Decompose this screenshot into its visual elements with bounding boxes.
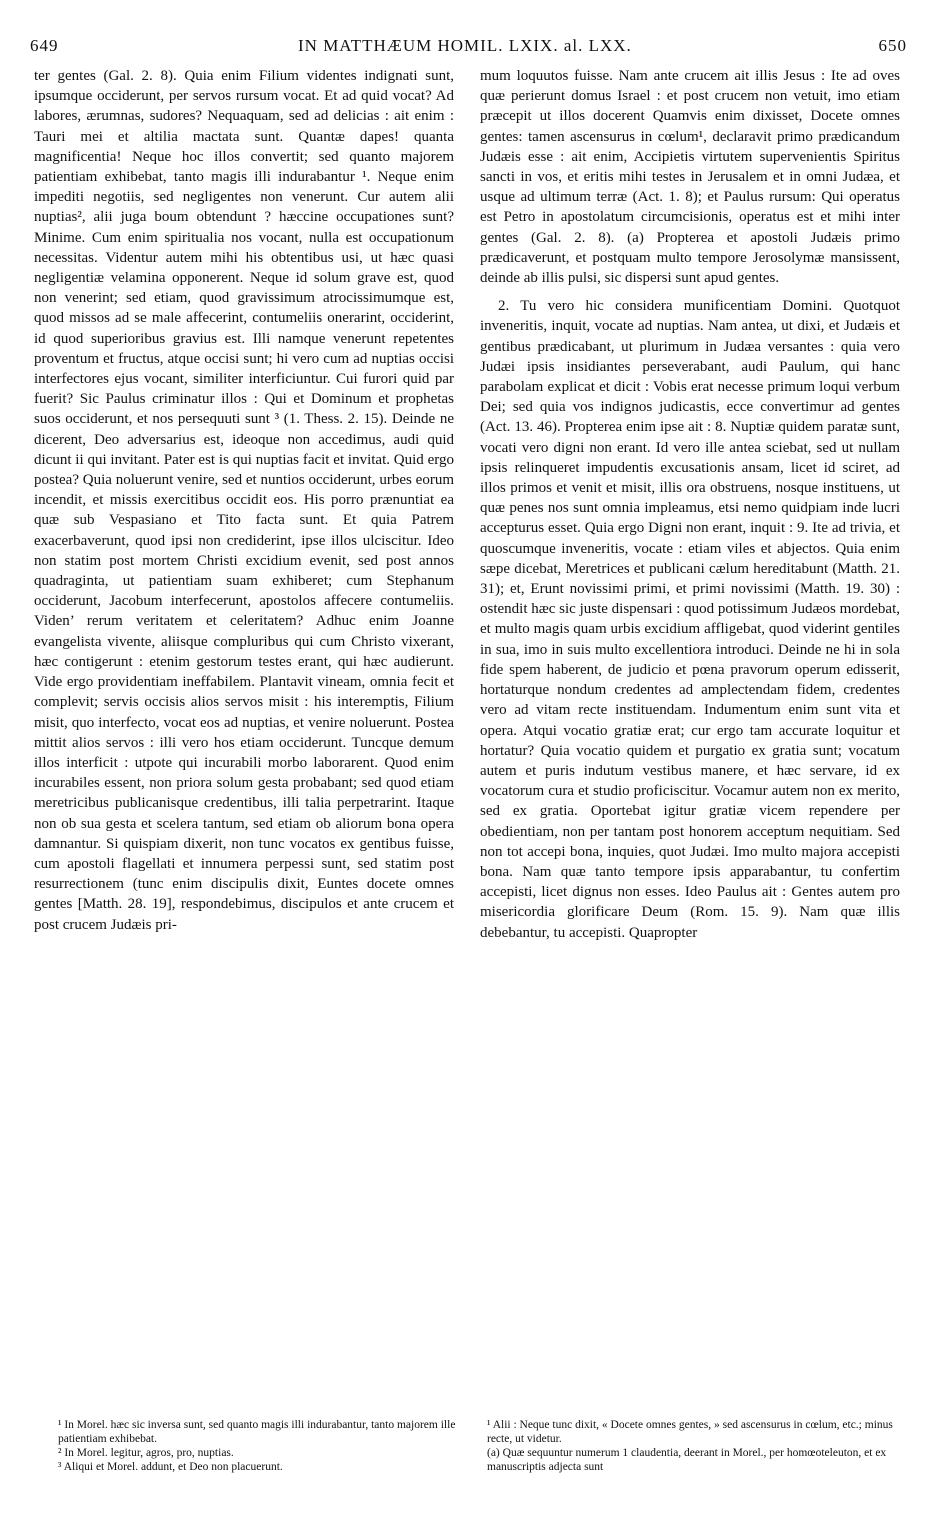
- left-column-paragraph: ter gentes (Gal. 2. 8). Quia enim Filium videntes indignati sunt, ipsumque occiderunt, per servos rursum vocat. Et ad quid vocat? Ad labores, ærumnas, sudores? Nequaquam, sed ad delicias : ait enim : Tauri mei et altilia mactata sunt. Quantæ dapes! quanta magnificentia! Neque hoc illos convertit; sed quanto majorem patientiam exhibebat, tanto magis illi indurabantur ¹. Neque enim impediti negotiis, sed negligentes non venerunt. Cur autem alii nuptias², alii juga boum obtendunt ? hæccine occupationes sunt? Minime. Cum enim spiritualia nos vocant, nulla est occupationum necessitas. Videntur autem mihi his obtentibus usi, ut hæc quasi negligentiæ velamina opponerent. Neque id solum grave est, quod non venerint; sed etiam, quod gravissimum atrocissimumque est, quod missos ad se male affecerint, contumeliis onerarint, occiderint, id quod superioribus gravius est. Illi namque venerunt repetentes proventum et fructus, atque occisi sunt; hi vero cum ad nuptias occisi interfectores ejus vocant, similiter interficiuntur. Cui furori quid par fuerit? Sic Paulus criminatur illos : Qui et Dominum et prophetas suos occiderunt, et nos persequuti sunt ³ (1. Thess. 2. 15). Deinde ne dicerent, Deo adversarius est, ideoque non accedimus, audi quid dicunt ii qui invitant. Pater est is qui nuptias facit et invitat. Quid ergo postea? Quia noluerunt venire, sed et nuntios occiderunt, urbes eorum incendit, et missis exercitibus occidit eos. His porro prænuntiat ea quæ sub Vespasiano et Tito facta sunt. Et quia Patrem exacerbaverunt, quod ipsi non crediderint, ipse illos ulciscitur. Ideo non statim post mortem Christi excidium evenit, sed post annos quadraginta, ut patientiam suam exhiberet; cum Stephanum occiderunt, Jacobum interfecerunt, apostolos affecere contumeliis. Viden’ rerum veritatem et celeritatem? Adhuc enim Joanne evangelista vivente, aliisque compluribus qui cum Christo vixerant, hæc contigerunt : etenim gestorum testes erant, qui hæc audierunt. Vide ergo providentiam ineffabilem. Plantavit vineam, omnia fecit et complevit; servis occisis alios servos misit : his interemptis, Filium misit, quo interfecto, vocat eos ad nuptias, et venire noluerunt. Postea mittit alios servos : illi vero hos etiam occiderunt. Tuncque demum illos interficit : utpote qui incurabili morbo laborarent. Quod enim incurabiles essent, non priora solum gesta probabant; sed quod etiam meretricibus publicanisque credentibus, illi talia perpetrarint. Itaque non ob sua gesta et scelera tantum, sed etiam ob aliorum bona opera damnantur. Si quispiam dixerit, non tunc vocatos ex gentibus fuisse, cum apostoli flagellati et innumera perpessi sunt, sed statim post resurrectionem (tunc enim discipulis dixit, Euntes docete omnes gentes [Matth. 28. 19], respondebimus, discipulos et ante crucem et post crucem Judæis pri-: [34, 68, 454, 933]
- footnote: ¹ Alii : Neque tunc dixit, « Docete omnes gentes, » sed ascensurus in cœlum, etc.; minus recte, ut videtur.: [487, 1419, 893, 1445]
- left-column: [34, 66, 454, 935]
- page-number-left: 649: [30, 36, 59, 55]
- footnote: ² In Morel. legitur, agros, pro, nuptias.: [58, 1447, 234, 1459]
- running-title: IN MATTHÆUM HOMIL. LXIX. al. LXX.: [298, 36, 632, 55]
- footnotes-left: [58, 1418, 458, 1474]
- right-column: [480, 66, 900, 943]
- right-column-paragraph-1: mum loquutos fuisse. Nam ante crucem ait illis Jesus : Ite ad oves quæ perierunt domus Israel : et post crucem non vetuit, imo etiam præcepit ut illos docerent Quamvis enim dixisset, Docete omnes gentes: tamen ascensurus in cœlum¹, declaravit primo prædicandum Judæis esse : ait enim, Accipietis virtutem supervenientis Spiritus sancti in vos, et eritis mihi testes in Jerusalem et in omni Judæa, et usque ad ultimum terræ (Act. 1. 8); et Paulus rursum: Qui operatus est Petro in apostolatum circumcisionis, operatus est et mihi inter gentes (Gal. 2. 8). (a) Propterea et apostoli Judæis primo prædicaverunt, et postquam multo tempore Jerosolymæ mansissent, deinde ab illis pulsi, sic dispersi sunt apud gentes.: [480, 68, 900, 287]
- right-column-paragraph-2: 2. Tu vero hic considera munificentiam Domini. Quotquot inveneritis, inquit, vocate ad nuptias. Nam antea, ut dixi, et Judæis et gentibus prædicabant, ut plurimum in Judæa versantes : quia vero Judæi ipsis insidiantes perseverabant, audi Paulum, qui hanc parabolam explicat et dicit : Vobis erat necesse primum loqui verbum Dei; sed quia vos indignos judicastis, ecce convertimur ad gentes (Act. 13. 46). Propterea enim ipse ait : 8. Nuptiæ quidem paratæ sunt, vocati vero digni non erant. Id vero ille antea sciebat, sed ut nullam ipsis relinqueret impudentis excusationis ansam, licet id sciret, ad illos primos et venit et misit, illis ora obstruens, nosque instituens, ut quæ penes nos sunt omnia impleamus, etsi nemo quidpiam inde lucri accepturus esset. Quia ergo Digni non erant, inquit : 9. Ite ad trivia, et quoscumque inveneritis, vocate : etiam viles et abjectos. Quia enim sæpe dicebat, Meretrices et publicani cælum hereditabunt (Matth. 21. 31); et, Erunt novissimi primi, et primi novissimi (Matth. 19. 30) : ostendit hæc sic juste dispensari : quod potissimum Judæos mordebat, et multo magis quam urbis excidium affligebat, quod viderint gentiles in sua, imo in suis multo excellentiora introduci. Deinde ne hi in sola fide spem haberent, de judicio et pœna pravorum operum edisserit, hortaturque nondum credentes ad amplectendam fidem, credentes vero ad vitam recte instituendam. Indumentum enim sunt vita et opera. Atqui vocatio gratiæ erat; cur ergo tam accurate loquitur et hortatur? Quia vocatio quidem et purgatio ex gratia sunt; vocatum autem et puris indutum vestibus manere, et hæc servare, id ex vocatorum cura et studio proficiscitur. Vocamur autem non ex merito, sed ex gratia. Oportebat igitur gratiæ vicem rependere per obedientiam, non per tantam post honorem acceptum nequitiam. Sed non tot accepi bona, inquies, quot Judæi. Imo multo majora accepisti bona. Nam quæ tanto tempore ipsis apparabantur, tu confertim accepisti, licet dignus non esses. Ideo Paulus ait : Gentes autem pro misericordia glorificare Deum (Rom. 15. 9). Nam quæ illis debebantur, tu accepisti. Quapropter: [480, 298, 900, 941]
- page-header: [30, 36, 907, 62]
- footnote: ³ Aliqui et Morel. addunt, et Deo non placuerunt.: [58, 1461, 283, 1473]
- footnotes-right: [487, 1418, 899, 1474]
- footnote: ¹ In Morel. hæc sic inversa sunt, sed quanto magis illi indurabantur, tanto majorem ille patientiam exhibebat.: [58, 1419, 456, 1445]
- page-number-right: 650: [878, 36, 907, 55]
- footnote: (a) Quæ sequuntur numerum 1 claudentia, deerant in Morel., per homœoteleuton, et ex manuscriptis adjecta sunt: [487, 1447, 887, 1473]
